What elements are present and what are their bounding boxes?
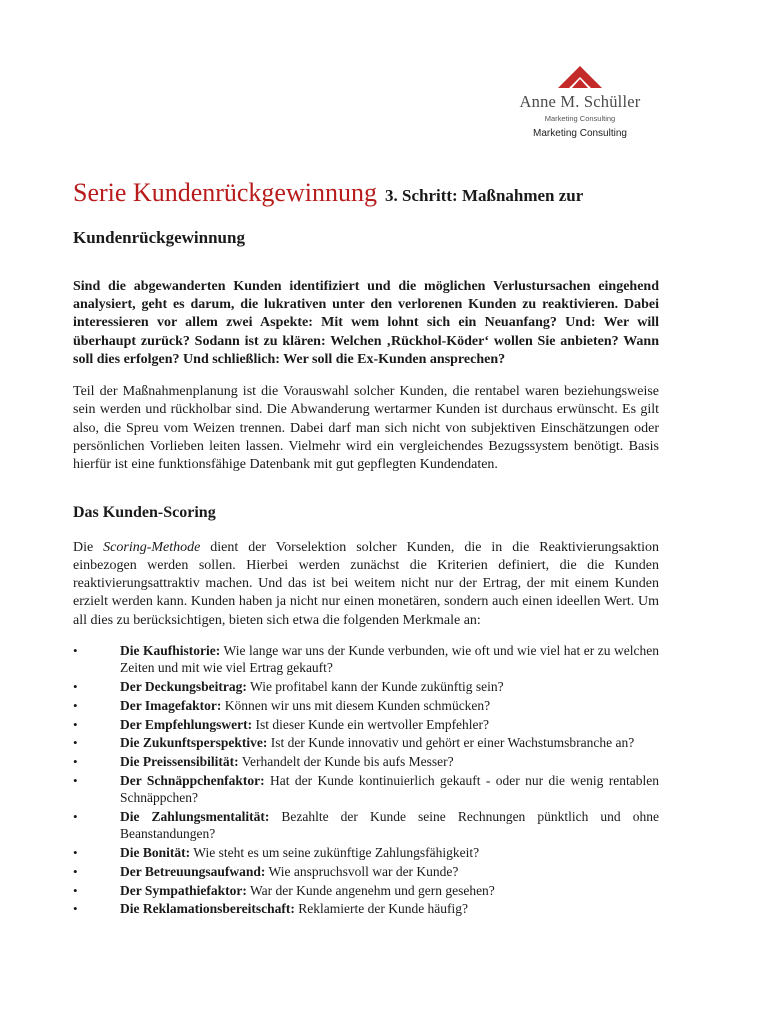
criterion-text: Können wir uns mit diesem Kunden schmücken? <box>221 697 491 713</box>
criteria-list <box>73 642 659 918</box>
step-title: 3. Schritt: Maßnahmen zur Kundenrückgewinnung <box>73 186 583 247</box>
bullet-icon: • <box>73 808 78 824</box>
list-item <box>73 678 659 695</box>
lead-paragraph: Sind die abgewanderten Kunden identifiziert und die möglichen Verlustursachen eingehend analysiert, geht es darum, die lukrativen unter den verlorenen Kunden zu reaktivieren. Dabei interessieren vor allem zwei Aspekte: Mit wem lohnt sich ein Neuanfang? Und: Wer will überhaupt zurück? Sodann ist zu klären: Welchen ‚Rückhol-Köder‘ wollen Sie anbieten? Wann soll dies erfolgen? Und schließlich: Wer soll die Ex-Kunden ansprechen? <box>73 279 659 367</box>
criterion-name: Die Preissensibilität: <box>120 754 239 770</box>
criterion-name: Die Kaufhistorie: <box>120 642 221 658</box>
list-item <box>73 642 659 676</box>
list-item <box>73 900 659 917</box>
criterion-text: Ist dieser Kunde ein wertvoller Empfehler? <box>252 716 490 732</box>
criterion-text: Ist der Kunde innovativ und gehört er einer Wachstumsbranche an? <box>267 735 635 751</box>
article-body <box>73 172 659 919</box>
paragraph-planning: Teil der Maßnahmenplanung ist die Vorauswahl solcher Kunden, die rentabel waren beziehungsweise sein werden und rückholbar sind. Die Abwanderung wertarmer Kunden ist durchaus erwünscht. Es gilt also, die Spreu vom Weizen trennen. Dabei darf man sich nicht von subjektiven Einschätzungen oder persönlichen Vorlieben leiten lassen. Vielmehr wird ein vergleichendes Bezugssystem benötigt. Basis hierfür ist eine funktionsfähige Datenbank mit gut gepflegten Kundendaten. <box>73 384 659 473</box>
scoring-post: dient der Vorselektion solcher Kunden, die in die Reaktivierungsaktion einbezogen werden sollen. Hierbei werden zunächst die Kriterien definiert, die die Kunden reaktivierungsattraktiv machen. Und das ist bei weitem nicht nur der Ertrag, der mit einem Kunden erzielt werden kann. Kunden haben ja nicht nur einen monetären, sondern auch einen ideellen Wert. Um all dies zu berücksichtigen, bieten sich etwa die folgenden Merkmale an: <box>73 539 659 628</box>
list-item <box>73 844 659 861</box>
bullet-icon: • <box>73 863 78 879</box>
criterion-text: Verhandelt der Kunde bis aufs Messer? <box>238 754 454 770</box>
company-logo <box>505 66 655 140</box>
list-item <box>73 734 659 751</box>
criterion-text: Reklamierte der Kunde häufig? <box>294 901 469 917</box>
logo-name: Anne M. Schüller <box>519 92 641 111</box>
criterion-text: Wie lange war uns der Kunde verbunden, wie oft und wie viel hat er zu welchen Zeiten und mit wie viel Ertrag gekauft? <box>120 642 659 676</box>
scoring-pre: Die <box>73 539 104 555</box>
criterion-text: Bezahlte der Kunde seine Rechnungen pünktlich und ohne Beanstandungen? <box>120 808 659 842</box>
criterion-name: Der Betreuungsaufwand: <box>120 863 266 879</box>
criterion-name: Der Sympathiefaktor: <box>120 882 247 898</box>
list-item <box>73 808 659 842</box>
bullet-icon: • <box>73 642 78 658</box>
criterion-text: Hat der Kunde kontinuierlich gekauft - oder nur die wenig rentablen Schnäppchen? <box>120 772 660 806</box>
logo-subline-small: Marketing Consulting <box>544 114 616 123</box>
criterion-name: Der Deckungsbeitrag: <box>120 678 247 694</box>
list-item <box>73 716 659 733</box>
bullet-icon: • <box>73 882 78 898</box>
bullet-icon: • <box>73 772 78 788</box>
criterion-name: Die Zahlungsmentalität: <box>120 808 270 824</box>
criterion-name: Der Empfehlungswert: <box>120 716 253 732</box>
scoring-method-emphasis: Scoring-Methode <box>103 539 201 555</box>
list-item <box>73 882 659 899</box>
list-item <box>73 697 659 714</box>
list-item <box>73 772 659 806</box>
bullet-icon: • <box>73 844 78 860</box>
criterion-name: Die Bonität: <box>120 844 191 860</box>
bullet-icon: • <box>73 716 78 732</box>
criterion-text: War der Kunde angenehm und gern gesehen? <box>246 882 495 898</box>
bullet-icon: • <box>73 678 78 694</box>
red-roof-triangle-icon <box>558 66 602 90</box>
criterion-name: Der Schnäppchenfaktor: <box>120 772 265 788</box>
criterion-text: Wie steht es um seine zukünftige Zahlungsfähigkeit? <box>190 844 480 860</box>
logo-subline: Marketing Consulting <box>533 128 627 139</box>
section-heading: Das Kunden-Scoring <box>73 503 216 521</box>
list-item <box>73 863 659 880</box>
bullet-icon: • <box>73 735 78 751</box>
criterion-name: Die Reklamationsbereitschaft: <box>120 901 295 917</box>
series-title: Serie Kundenrückgewinnung <box>73 178 377 207</box>
criterion-text: Wie anspruchsvoll war der Kunde? <box>265 863 459 879</box>
list-item <box>73 753 659 770</box>
criterion-name: Die Zukunftsperspektive: <box>120 735 268 751</box>
paragraph-scoring <box>73 539 659 630</box>
article-title <box>73 172 659 256</box>
bullet-icon: • <box>73 697 78 713</box>
bullet-icon: • <box>73 901 78 917</box>
bullet-icon: • <box>73 754 78 770</box>
criterion-name: Der Imagefaktor: <box>120 697 222 713</box>
criterion-text: Wie profitabel kann der Kunde zukünftig sein? <box>246 678 504 694</box>
